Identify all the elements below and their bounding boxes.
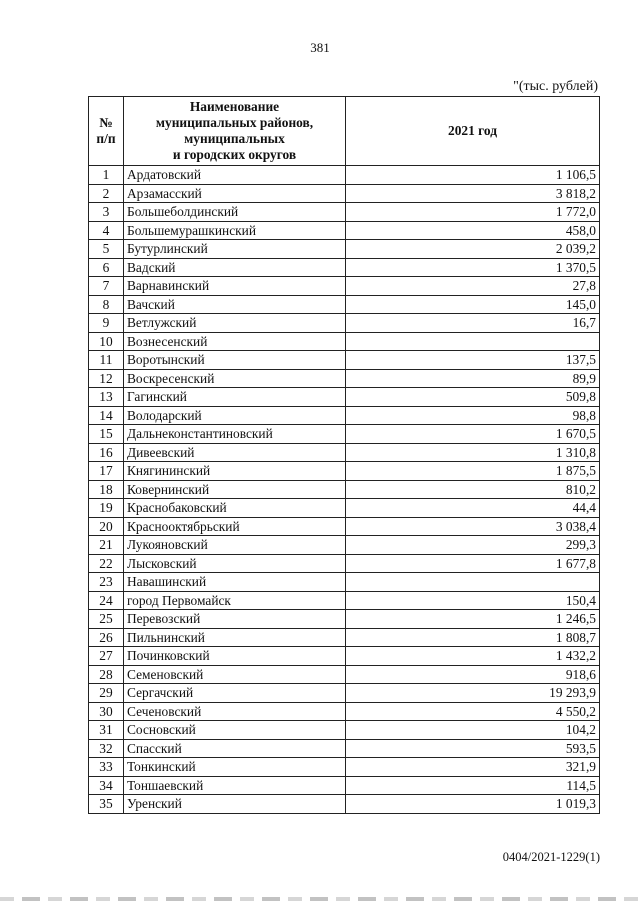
page-number: 381 — [310, 40, 330, 55]
row-number-cell: 3 — [89, 203, 124, 222]
table-row — [89, 628, 600, 647]
table-row — [89, 221, 600, 240]
table-row — [89, 166, 600, 185]
table-row — [89, 332, 600, 351]
table-row — [89, 443, 600, 462]
row-name-cell: Тонкинский — [124, 758, 346, 777]
row-name-cell: Гагинский — [124, 388, 346, 407]
row-number-cell: 2 — [89, 184, 124, 203]
table-row — [89, 369, 600, 388]
table-row — [89, 406, 600, 425]
table-row — [89, 536, 600, 555]
row-number-cell: 24 — [89, 591, 124, 610]
row-number-cell: 19 — [89, 499, 124, 518]
row-name-cell: Лысковский — [124, 554, 346, 573]
row-name-cell: Сергачский — [124, 684, 346, 703]
header-number-line: п/п — [96, 131, 116, 146]
row-name-cell: Арзамасский — [124, 184, 346, 203]
row-number-cell: 8 — [89, 295, 124, 314]
table-row — [89, 314, 600, 333]
header-name-line: и городских округов — [172, 147, 297, 162]
row-number-cell: 11 — [89, 351, 124, 370]
document-code: 0404/2021-1229(1) — [502, 850, 600, 864]
row-value-cell: 918,6 — [346, 665, 600, 684]
row-value-cell: 44,4 — [346, 499, 600, 518]
table-row — [89, 776, 600, 795]
row-value-cell: 3 818,2 — [346, 184, 600, 203]
table-row — [89, 554, 600, 573]
row-value-cell — [346, 573, 600, 592]
row-number-cell: 26 — [89, 628, 124, 647]
row-number-cell: 23 — [89, 573, 124, 592]
row-value-cell: 321,9 — [346, 758, 600, 777]
scan-edge-artifact — [0, 897, 640, 901]
header-name-line: муниципальных — [184, 131, 285, 146]
row-number-cell: 34 — [89, 776, 124, 795]
table-row — [89, 739, 600, 758]
row-value-cell: 27,8 — [346, 277, 600, 296]
row-name-cell: Володарский — [124, 406, 346, 425]
row-name-cell: Бутурлинский — [124, 240, 346, 259]
row-number-cell: 33 — [89, 758, 124, 777]
row-name-cell: Вачский — [124, 295, 346, 314]
row-name-cell: Сосновский — [124, 721, 346, 740]
row-number-cell: 4 — [89, 221, 124, 240]
row-number-cell: 30 — [89, 702, 124, 721]
table-row — [89, 258, 600, 277]
table-row — [89, 240, 600, 259]
row-value-cell: 1 670,5 — [346, 425, 600, 444]
table-row — [89, 462, 600, 481]
row-number-cell: 14 — [89, 406, 124, 425]
row-number-cell: 12 — [89, 369, 124, 388]
row-name-cell: Навашинский — [124, 573, 346, 592]
row-value-cell: 3 038,4 — [346, 517, 600, 536]
row-value-cell: 137,5 — [346, 351, 600, 370]
row-value-cell: 1 432,2 — [346, 647, 600, 666]
row-value-cell: 1 875,5 — [346, 462, 600, 481]
row-value-cell: 593,5 — [346, 739, 600, 758]
table-row — [89, 758, 600, 777]
table-row — [89, 351, 600, 370]
row-name-cell: Вознесенский — [124, 332, 346, 351]
row-number-cell: 13 — [89, 388, 124, 407]
row-name-cell: Пильнинский — [124, 628, 346, 647]
row-number-cell: 18 — [89, 480, 124, 499]
row-name-cell: Лукояновский — [124, 536, 346, 555]
row-name-cell: Перевозский — [124, 610, 346, 629]
table-row — [89, 388, 600, 407]
header-number-line: № — [99, 115, 113, 130]
row-number-cell: 31 — [89, 721, 124, 740]
unit-note: "(тыс. рублей) — [513, 79, 598, 94]
row-value-cell: 4 550,2 — [346, 702, 600, 721]
table-row — [89, 647, 600, 666]
row-name-cell: Ветлужский — [124, 314, 346, 333]
row-value-cell: 1 019,3 — [346, 795, 600, 814]
row-name-cell: Воротынский — [124, 351, 346, 370]
row-value-cell: 1 310,8 — [346, 443, 600, 462]
row-name-cell: Краснооктябрьский — [124, 517, 346, 536]
row-value-cell: 1 808,7 — [346, 628, 600, 647]
table-row — [89, 721, 600, 740]
row-value-cell: 98,8 — [346, 406, 600, 425]
row-value-cell: 1 370,5 — [346, 258, 600, 277]
table-row — [89, 702, 600, 721]
row-value-cell: 299,3 — [346, 536, 600, 555]
table-row — [89, 499, 600, 518]
row-number-cell: 15 — [89, 425, 124, 444]
row-name-cell: Сеченовский — [124, 702, 346, 721]
table-row — [89, 684, 600, 703]
table-body — [89, 166, 600, 814]
row-name-cell: Вадский — [124, 258, 346, 277]
row-name-cell: Большеболдинский — [124, 203, 346, 222]
table-row — [89, 610, 600, 629]
row-value-cell: 1 246,5 — [346, 610, 600, 629]
row-value-cell: 1 106,5 — [346, 166, 600, 185]
row-number-cell: 17 — [89, 462, 124, 481]
row-value-cell: 104,2 — [346, 721, 600, 740]
row-number-cell: 20 — [89, 517, 124, 536]
row-name-cell: Ардатовский — [124, 166, 346, 185]
row-number-cell: 35 — [89, 795, 124, 814]
row-number-cell: 22 — [89, 554, 124, 573]
table-header-row — [89, 97, 600, 166]
header-number — [89, 97, 124, 166]
row-name-cell: Варнавинский — [124, 277, 346, 296]
row-name-cell: Воскресенский — [124, 369, 346, 388]
row-name-cell: Ковернинский — [124, 480, 346, 499]
row-number-cell: 16 — [89, 443, 124, 462]
row-name-cell: город Первомайск — [124, 591, 346, 610]
table-row — [89, 665, 600, 684]
row-number-cell: 5 — [89, 240, 124, 259]
row-value-cell: 1 677,8 — [346, 554, 600, 573]
row-value-cell: 509,8 — [346, 388, 600, 407]
row-name-cell: Дальнеконстантиновский — [124, 425, 346, 444]
table-row — [89, 517, 600, 536]
row-number-cell: 28 — [89, 665, 124, 684]
row-number-cell: 29 — [89, 684, 124, 703]
row-value-cell: 16,7 — [346, 314, 600, 333]
row-name-cell: Тоншаевский — [124, 776, 346, 795]
row-value-cell: 19 293,9 — [346, 684, 600, 703]
header-name-line: Наименование — [189, 99, 280, 114]
table-row — [89, 480, 600, 499]
row-number-cell: 6 — [89, 258, 124, 277]
table-row — [89, 591, 600, 610]
row-name-cell: Дивеевский — [124, 443, 346, 462]
table-row — [89, 295, 600, 314]
row-name-cell: Уренский — [124, 795, 346, 814]
header-name-line: муниципальных районов, — [155, 115, 314, 130]
row-value-cell: 458,0 — [346, 221, 600, 240]
row-number-cell: 25 — [89, 610, 124, 629]
table-row — [89, 425, 600, 444]
row-value-cell: 1 772,0 — [346, 203, 600, 222]
row-number-cell: 7 — [89, 277, 124, 296]
header-name — [124, 97, 346, 166]
budget-table — [88, 96, 600, 814]
row-number-cell: 1 — [89, 166, 124, 185]
row-value-cell: 150,4 — [346, 591, 600, 610]
row-number-cell: 27 — [89, 647, 124, 666]
row-name-cell: Починковский — [124, 647, 346, 666]
table-row — [89, 795, 600, 814]
header-year: 2021 год — [346, 97, 600, 166]
row-value-cell: 114,5 — [346, 776, 600, 795]
row-number-cell: 9 — [89, 314, 124, 333]
table-row — [89, 573, 600, 592]
table-row — [89, 203, 600, 222]
row-name-cell: Княгининский — [124, 462, 346, 481]
row-name-cell: Краснобаковский — [124, 499, 346, 518]
row-number-cell: 10 — [89, 332, 124, 351]
table-row — [89, 277, 600, 296]
row-name-cell: Семеновский — [124, 665, 346, 684]
row-value-cell: 810,2 — [346, 480, 600, 499]
row-number-cell: 32 — [89, 739, 124, 758]
row-name-cell: Большемурашкинский — [124, 221, 346, 240]
row-value-cell — [346, 332, 600, 351]
row-name-cell: Спасский — [124, 739, 346, 758]
row-value-cell: 2 039,2 — [346, 240, 600, 259]
row-number-cell: 21 — [89, 536, 124, 555]
table-row — [89, 184, 600, 203]
row-value-cell: 89,9 — [346, 369, 600, 388]
row-value-cell: 145,0 — [346, 295, 600, 314]
